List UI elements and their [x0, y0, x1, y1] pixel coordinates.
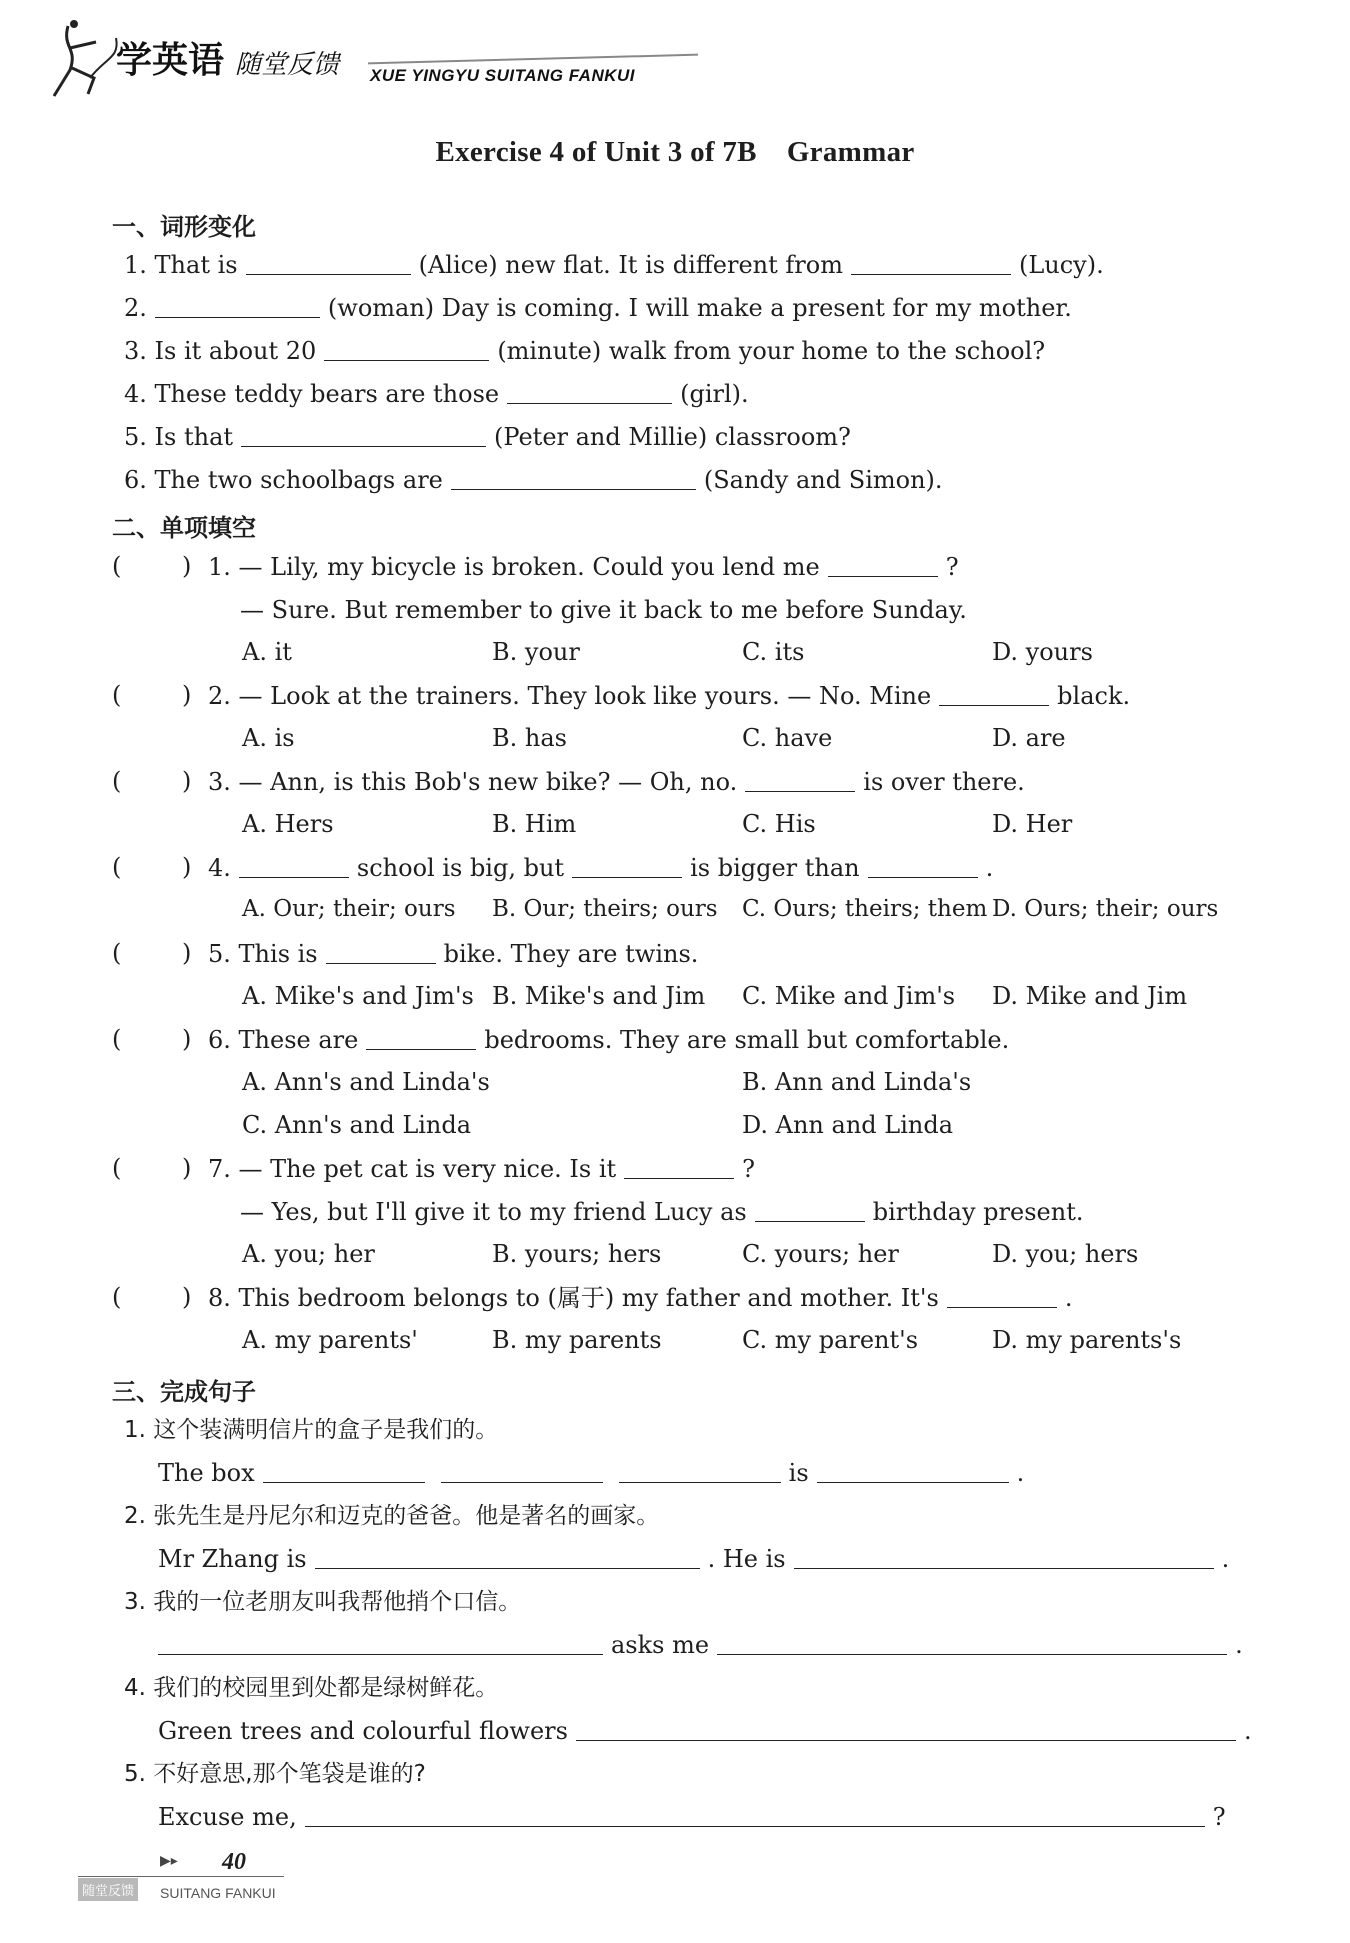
option-c: C. Ann's and Linda — [242, 1111, 472, 1139]
s3-item-5-answer: Excuse me, ? — [158, 1803, 1226, 1831]
option-c: C. my parent's — [742, 1326, 919, 1354]
s1-item-5: 5. Is that (Peter and Millie) classroom? — [124, 423, 851, 451]
s3-item-1-chinese: 1. 这个装满明信片的盒子是我们的。 — [124, 1417, 499, 1443]
option-b: B. Our; theirs; ours — [492, 896, 718, 922]
answer-blank[interactable] — [576, 1718, 1236, 1741]
answer-blank[interactable] — [366, 1027, 476, 1050]
answer-blank[interactable] — [451, 467, 696, 490]
answer-paren-open: ( — [112, 552, 122, 580]
answer-blank[interactable] — [326, 941, 436, 964]
answer-paren-open: ( — [112, 853, 122, 881]
option-a: A. my parents' — [242, 1326, 418, 1354]
answer-paren-close: ) — [182, 1025, 192, 1053]
s1-item-1: 1. That is (Alice) new flat. It is different from (Lucy). — [124, 251, 1104, 279]
option-a: A. Hers — [242, 810, 334, 838]
answer-blank[interactable] — [441, 1460, 603, 1483]
option-d: D. Mike and Jim — [992, 982, 1188, 1010]
s1-item-6: 6. The two schoolbags are (Sandy and Simon). — [124, 466, 943, 494]
option-c: C. have — [742, 724, 833, 752]
answer-paren-close: ) — [182, 853, 192, 881]
answer-blank[interactable] — [745, 769, 855, 792]
s3-item-5-chinese: 5. 不好意思,那个笔袋是谁的? — [124, 1761, 426, 1787]
answer-blank[interactable] — [246, 252, 411, 275]
s2-q4: 4. school is big, but is bigger than . — [208, 854, 994, 882]
answer-paren-close: ) — [182, 939, 192, 967]
option-c: C. yours; her — [742, 1240, 899, 1268]
answer-blank[interactable] — [947, 1285, 1057, 1308]
answer-paren-close: ) — [182, 552, 192, 580]
option-a: A. Mike's and Jim's — [242, 982, 474, 1010]
option-b: B. Mike's and Jim — [492, 982, 706, 1010]
logo-sub: 随堂反馈 — [235, 50, 340, 80]
s2-q5: 5. This is bike. They are twins. — [208, 940, 699, 968]
answer-blank[interactable] — [324, 338, 489, 361]
option-d: D. my parents's — [992, 1326, 1182, 1354]
option-b: B. your — [492, 638, 580, 666]
option-b: B. Him — [492, 810, 577, 838]
s1-item-3: 3. Is it about 20 (minute) walk from your home to the school? — [124, 337, 1046, 365]
answer-blank[interactable] — [155, 295, 320, 318]
s2-q8: 8. This bedroom belongs to (属于) my father and mother. It's . — [208, 1284, 1073, 1312]
option-d: D. Ours; their; ours — [992, 896, 1219, 922]
answer-blank[interactable] — [305, 1804, 1205, 1827]
answer-blank[interactable] — [263, 1460, 425, 1483]
s2-q7-line2: — Yes, but I'll give it to my friend Lucy as birthday present. — [240, 1198, 1084, 1226]
option-c: C. Ours; theirs; them — [742, 896, 988, 922]
s2-q6: 6. These are bedrooms. They are small but comfortable. — [208, 1026, 1010, 1054]
s3-item-1-answer: The box is . — [158, 1459, 1025, 1487]
answer-blank[interactable] — [851, 252, 1011, 275]
runner-logo-icon — [50, 18, 120, 98]
option-c: C. Mike and Jim's — [742, 982, 956, 1010]
option-b: B. has — [492, 724, 567, 752]
option-d: D. Her — [992, 810, 1073, 838]
header-logo — [50, 18, 690, 108]
option-a: A. it — [242, 638, 292, 666]
answer-blank[interactable] — [241, 424, 486, 447]
answer-paren-open: ( — [112, 939, 122, 967]
footer-label: 随堂反馈 — [78, 1878, 138, 1901]
logo-pinyin: XUE YINGYU SUITANG FANKUI — [370, 66, 636, 85]
option-a: A. is — [242, 724, 295, 752]
s3-item-3-answer: asks me . — [150, 1630, 1243, 1660]
answer-blank[interactable] — [868, 855, 978, 878]
section1-heading: 一、词形变化 — [112, 213, 256, 241]
answer-paren-close: ) — [182, 681, 192, 709]
answer-paren-open: ( — [112, 767, 122, 795]
s3-item-4-chinese: 4. 我们的校园里到处都是绿树鲜花。 — [124, 1675, 499, 1701]
answer-blank[interactable] — [158, 1632, 603, 1655]
footer-divider — [78, 1876, 284, 1877]
answer-blank[interactable] — [239, 855, 349, 878]
s2-q3: 3. — Ann, is this Bob's new bike? — Oh, no. is over there. — [208, 768, 1025, 796]
option-b: B. yours; hers — [492, 1240, 662, 1268]
logo-main: 学英语 — [116, 40, 225, 81]
s2-q2: 2. — Look at the trainers. They look like yours. — No. Mine black. — [208, 682, 1131, 710]
option-b: B. my parents — [492, 1326, 662, 1354]
title-grammar: Grammar — [786, 136, 915, 168]
s1-item-2: 2. (woman) Day is coming. I will make a present for my mother. — [124, 294, 1072, 322]
s2-q7: 7. — The pet cat is very nice. Is it ? — [208, 1155, 756, 1183]
answer-blank[interactable] — [619, 1460, 781, 1483]
answer-paren-open: ( — [112, 1025, 122, 1053]
answer-blank[interactable] — [624, 1156, 734, 1179]
s3-item-4-answer: Green trees and colourful flowers . — [158, 1717, 1252, 1745]
s3-item-2-chinese: 2. 张先生是丹尼尔和迈克的爸爸。他是著名的画家。 — [124, 1503, 660, 1529]
option-b: B. Ann and Linda's — [742, 1068, 972, 1096]
s3-item-2-answer: Mr Zhang is . He is . — [158, 1545, 1230, 1573]
title-exercise: Exercise 4 of Unit 3 of 7B — [435, 136, 757, 168]
answer-blank[interactable] — [828, 554, 938, 577]
answer-paren-close: ) — [182, 1283, 192, 1311]
answer-blank[interactable] — [794, 1546, 1214, 1569]
footer-pinyin: SUITANG FANKUI — [160, 1885, 276, 1901]
logo-swoosh — [368, 54, 698, 65]
option-c: C. its — [742, 638, 805, 666]
answer-paren-open: ( — [112, 1154, 122, 1182]
answer-blank[interactable] — [315, 1546, 700, 1569]
option-d: D. are — [992, 724, 1066, 752]
footer-arrows-icon: ▶▸ — [160, 1853, 178, 1869]
option-a: A. you; her — [242, 1240, 375, 1268]
answer-blank[interactable] — [572, 855, 682, 878]
option-c: C. His — [742, 810, 816, 838]
answer-paren-close: ) — [182, 1154, 192, 1182]
section3-heading: 三、完成句子 — [112, 1378, 256, 1406]
answer-blank[interactable] — [755, 1199, 865, 1222]
page-title — [0, 136, 1350, 169]
answer-paren-open: ( — [112, 681, 122, 709]
option-a: A. Ann's and Linda's — [242, 1068, 490, 1096]
page-number: 40 — [222, 1849, 246, 1875]
option-d: D. Ann and Linda — [742, 1111, 954, 1139]
section2-heading: 二、单项填空 — [112, 514, 256, 542]
option-a: A. Our; their; ours — [242, 896, 456, 922]
option-d: D. yours — [992, 638, 1093, 666]
s3-item-3-chinese: 3. 我的一位老朋友叫我帮他捎个口信。 — [124, 1589, 522, 1615]
answer-paren-close: ) — [182, 767, 192, 795]
answer-blank[interactable] — [817, 1460, 1009, 1483]
s1-item-4: 4. These teddy bears are those (girl). — [124, 380, 749, 408]
answer-blank[interactable] — [717, 1632, 1227, 1655]
s2-q1-line2: — Sure. But remember to give it back to me before Sunday. — [240, 596, 967, 624]
answer-blank[interactable] — [507, 381, 672, 404]
s2-q1: 1. — Lily, my bicycle is broken. Could you lend me ? — [208, 553, 959, 581]
answer-blank[interactable] — [939, 683, 1049, 706]
answer-paren-open: ( — [112, 1283, 122, 1311]
option-d: D. you; hers — [992, 1240, 1139, 1268]
